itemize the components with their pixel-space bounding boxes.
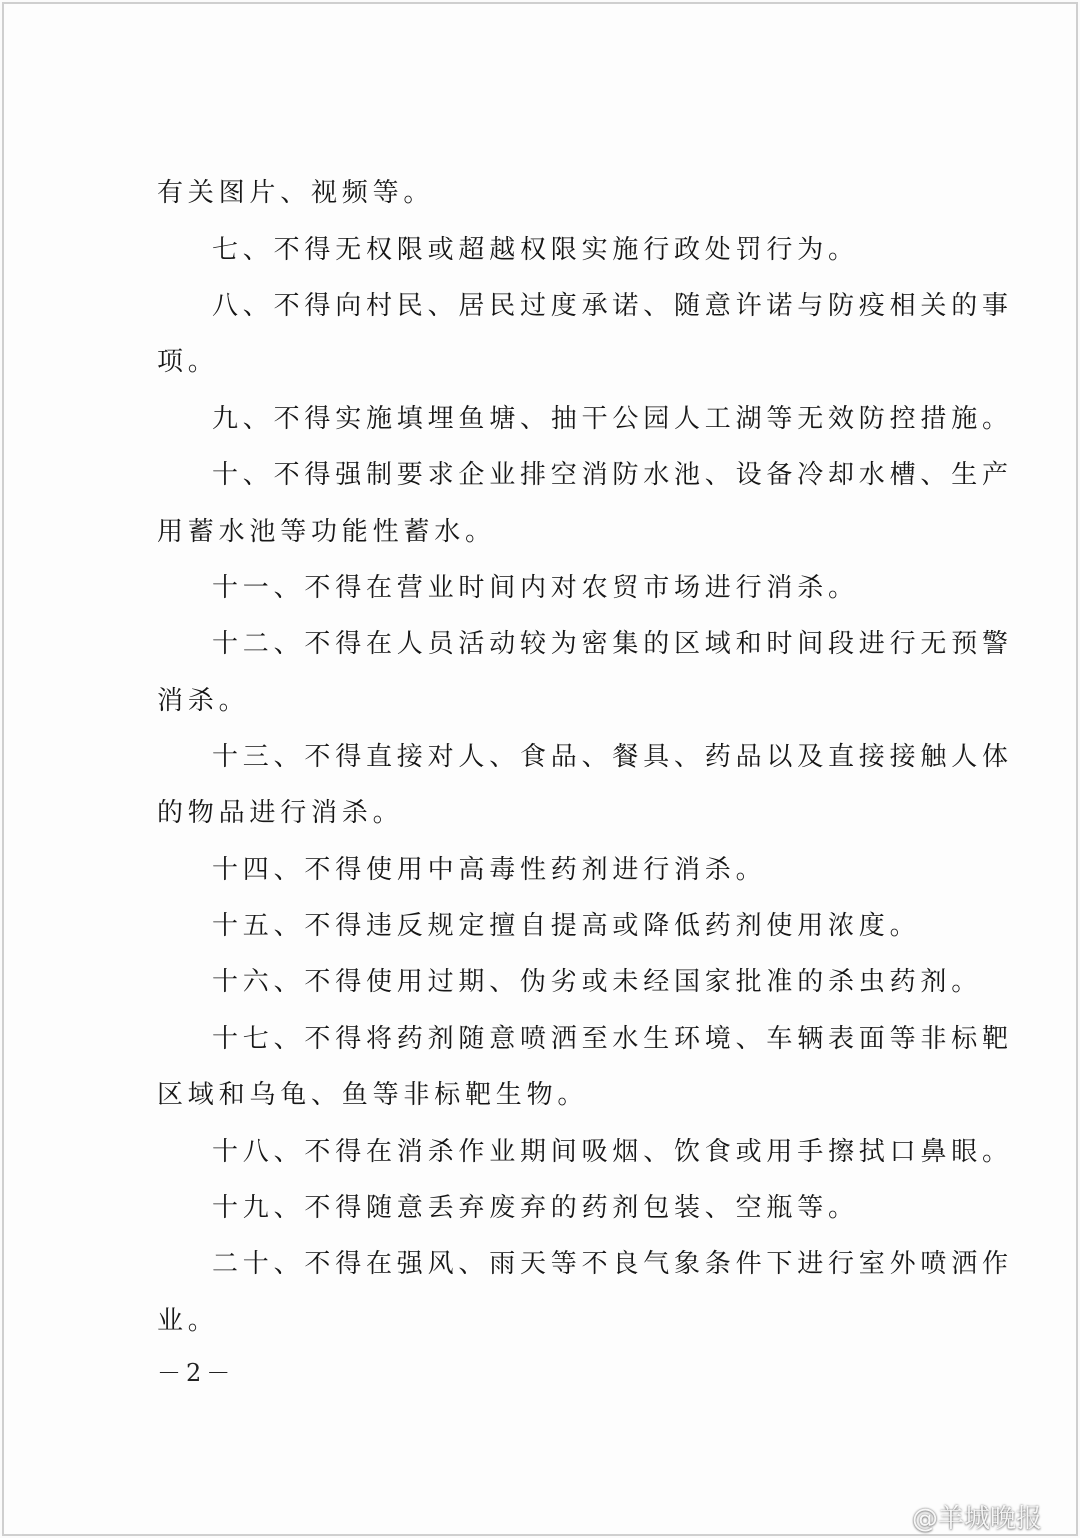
watermark: @羊城晚报 <box>912 1504 1043 1534</box>
document-line: 十、不得强制要求企业排空消防水池、设备冷却水槽、生产 <box>212 460 1013 490</box>
document-line: 十六、不得使用过期、伪劣或未经国家批准的杀虫药剂。 <box>212 967 983 997</box>
document-line: 八、不得向村民、居民过度承诺、随意许诺与防疫相关的事 <box>212 291 1013 321</box>
document-line: 十八、不得在消杀作业期间吸烟、饮食或用手擦拭口鼻眼。 <box>212 1137 1013 1167</box>
document-line: 的物品进行消杀。 <box>157 798 404 828</box>
document-line: 十七、不得将药剂随意喷洒至水生环境、车辆表面等非标靶 <box>212 1024 1013 1054</box>
document-line: 用蓄水池等功能性蓄水。 <box>157 517 496 547</box>
document-line: 十一、不得在营业时间内对农贸市场进行消杀。 <box>212 573 859 603</box>
document-line: 业。 <box>157 1306 219 1336</box>
document-line: 九、不得实施填埋鱼塘、抽干公园人工湖等无效防控措施。 <box>212 404 1013 434</box>
document-line: 项。 <box>157 347 219 377</box>
document-line: 十九、不得随意丢弃废弃的药剂包装、空瓶等。 <box>212 1193 859 1223</box>
document-line: 十四、不得使用中高毒性药剂进行消杀。 <box>212 855 767 885</box>
document-line: 十五、不得违反规定擅自提高或降低药剂使用浓度。 <box>212 911 921 941</box>
page-number: －2－ <box>157 1359 236 1387</box>
document-line: 十三、不得直接对人、食品、餐具、药品以及直接接触人体 <box>212 742 1013 772</box>
document-line: 区域和乌龟、鱼等非标靶生物。 <box>157 1080 589 1110</box>
document-line: 二十、不得在强风、雨天等不良气象条件下进行室外喷洒作 <box>212 1249 1013 1279</box>
document-line: 消杀。 <box>157 686 250 716</box>
document-line: 七、不得无权限或超越权限实施行政处罚行为。 <box>212 235 859 265</box>
document-line: 有关图片、视频等。 <box>157 178 435 208</box>
document-line: 十二、不得在人员活动较为密集的区域和时间段进行无预警 <box>212 629 1013 659</box>
